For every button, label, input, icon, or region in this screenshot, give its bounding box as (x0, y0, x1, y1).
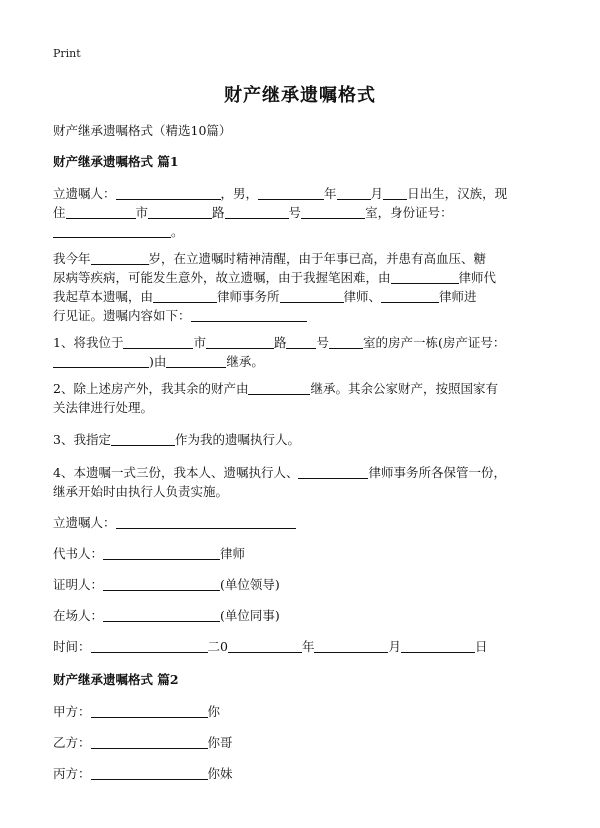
road-blank (206, 334, 274, 349)
signature-blank (103, 607, 220, 622)
text: )由 (149, 354, 167, 369)
text: 乙方： (53, 735, 91, 750)
id-number-blank (53, 223, 171, 238)
sign-present (53, 606, 280, 624)
city-blank (66, 204, 136, 219)
party-blank (91, 734, 208, 749)
testator-line-2 (53, 203, 453, 221)
text: 月 (388, 639, 401, 654)
signature-blank (116, 514, 296, 529)
text: 号 (288, 205, 302, 220)
testator-line-1 (53, 184, 507, 202)
text: 律师 (220, 546, 246, 561)
text: 室的房产一栋(房产证号： (363, 335, 506, 350)
text: 作为我的遗嘱执行人。 (174, 432, 300, 447)
text: (单位同事) (220, 608, 280, 623)
road-blank (148, 204, 212, 219)
birth-year-blank (258, 185, 324, 200)
number-blank (225, 204, 289, 219)
text: 年 (301, 639, 315, 654)
text: 尿病等疾病，可能发生意外，故立遗嘱，由于我握笔困难，由 (53, 270, 391, 285)
executor-blank (111, 431, 175, 446)
age-blank (91, 250, 149, 265)
lawyer-blank (391, 269, 459, 284)
text: 律师事务所 (217, 289, 280, 304)
content-blank (191, 307, 307, 322)
text: 市 (193, 335, 206, 350)
heir-blank (166, 353, 226, 368)
text: 市 (135, 205, 149, 220)
text: 日出生，汉族，现 (407, 186, 508, 201)
print-link[interactable]: Print (53, 47, 81, 60)
party-blank (91, 765, 208, 780)
day-blank (401, 638, 475, 653)
text: 律师、 (343, 289, 382, 304)
name-blank (116, 185, 221, 200)
item2-line-2: 关法律进行处理。 (53, 400, 154, 415)
para2-line-2 (53, 268, 496, 286)
para2-line-1 (53, 249, 486, 267)
month-blank (314, 638, 388, 653)
date-blank (91, 638, 208, 653)
testator-label: 立遗嘱人： (53, 186, 116, 201)
city-blank (123, 334, 193, 349)
text: 我今年 (53, 251, 91, 266)
text: 年 (324, 186, 337, 201)
text: 甲方： (53, 704, 91, 719)
text: 律师代 (458, 270, 497, 285)
text: 律师进 (439, 289, 477, 304)
lawyer-blank (381, 288, 439, 303)
item1-line-2 (53, 352, 264, 370)
text: 继承。其余公家财产，按照国家有 (310, 381, 498, 396)
text: 4、本遗嘱一式三份，我本人、遗嘱执行人、 (53, 465, 299, 480)
text: 律师事务所各保管一份， (368, 465, 506, 480)
text: 立遗嘱人： (53, 515, 116, 530)
text: 1、将我位于 (53, 335, 124, 350)
room-blank (329, 334, 363, 349)
birth-month-blank (337, 185, 371, 200)
subtitle: 财产继承遗嘱格式（精选10篇） (53, 123, 232, 138)
law-firm-blank (298, 464, 368, 479)
text: (单位领导) (220, 577, 280, 592)
item3-line (53, 430, 300, 448)
text: 代书人： (53, 546, 104, 561)
party-c-line (53, 764, 233, 782)
text: 岁，在立遗嘱时精神清醒，由于年事已高，并患有高血压、糖 (148, 251, 487, 266)
para2-line-4 (53, 306, 307, 324)
text: 我起草本遗嘱，由 (53, 289, 154, 304)
number-blank (286, 334, 316, 349)
section2-heading: 财产继承遗嘱格式 篇2 (53, 672, 179, 687)
certificate-number-blank (53, 353, 149, 368)
lawyer-blank (280, 288, 344, 303)
para2-line-3 (53, 287, 477, 305)
text: 你妹 (207, 766, 233, 781)
text: 行见证。遗嘱内容如下： (53, 308, 191, 323)
year-blank (228, 638, 302, 653)
page-title: 财产继承遗嘱格式 (224, 85, 376, 106)
heir-blank (248, 380, 310, 395)
party-b-line (53, 733, 233, 751)
text: 你哥 (207, 735, 233, 750)
signature-blank (103, 576, 220, 591)
item4-line-1 (53, 463, 506, 481)
text: 二0 (207, 639, 228, 654)
text: 你 (207, 704, 221, 719)
text: 路 (273, 335, 287, 350)
text: 在场人： (53, 608, 104, 623)
item2-line-1 (53, 379, 498, 397)
sign-time (53, 637, 488, 655)
sign-testator (53, 513, 296, 531)
sign-witness (53, 575, 280, 593)
signature-blank (103, 545, 220, 560)
law-firm-blank (153, 288, 217, 303)
text: 证明人： (53, 577, 104, 592)
item1-line-1 (53, 333, 505, 351)
text: 号 (316, 335, 329, 350)
room-blank (301, 204, 365, 219)
text: 时间： (53, 639, 91, 654)
text: 月 (370, 186, 384, 201)
item4-line-2: 继承开始时由执行人负责实施。 (53, 484, 229, 499)
text: 。 (171, 224, 184, 239)
text: 3、我指定 (53, 432, 111, 447)
text: 室，身份证号： (365, 205, 453, 220)
party-a-line (53, 702, 220, 720)
text: 2、除上述房产外，我其余的财产由 (53, 381, 249, 396)
section1-heading: 财产继承遗嘱格式 篇1 (53, 154, 179, 169)
text: 路 (212, 205, 225, 220)
testator-line-3 (53, 222, 184, 240)
text: 住 (53, 205, 66, 220)
party-blank (91, 703, 208, 718)
text: 日 (475, 639, 488, 654)
sign-drafter (53, 544, 245, 562)
text: 继承。 (226, 354, 264, 369)
text: ，男， (220, 186, 259, 201)
birth-day-blank (383, 185, 407, 200)
text: 丙方： (53, 766, 91, 781)
